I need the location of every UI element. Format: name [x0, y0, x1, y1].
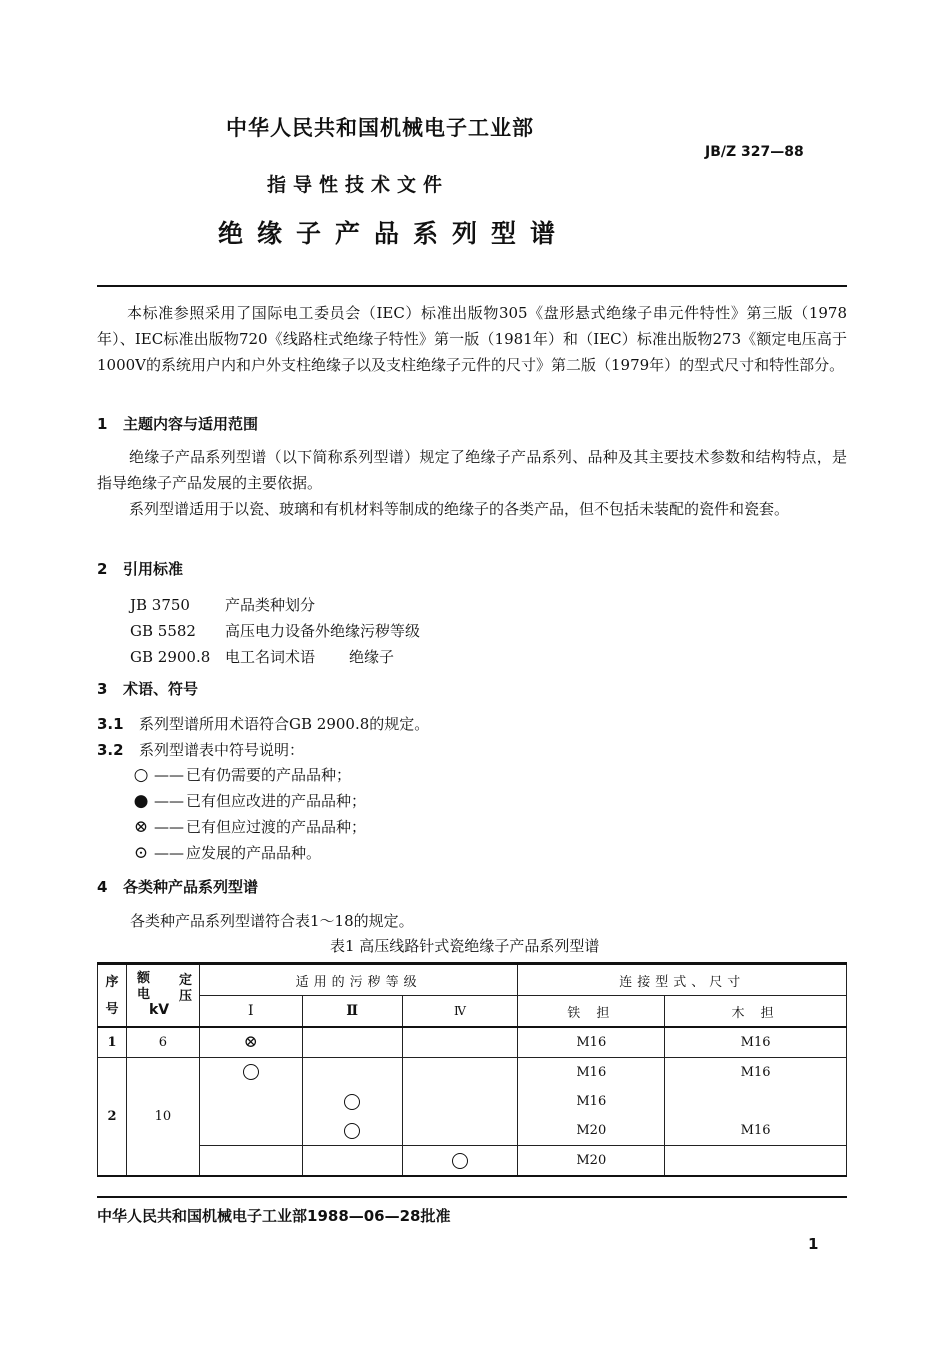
clause-number: 3.1	[97, 715, 124, 733]
open-circle-icon	[452, 1153, 468, 1169]
clause-text: 系列型谱所用术语符合GB 2900.8的规定。	[139, 715, 430, 733]
header-iron-arm: 铁 担	[518, 996, 665, 1028]
header-rated-char: 压	[178, 989, 192, 1004]
header-grade-2: Ⅱ	[302, 996, 402, 1028]
cell-iron: M20	[518, 1146, 665, 1177]
symbol-description: 已有仍需要的产品品种；	[186, 766, 352, 784]
cell-iron: M16	[518, 1058, 665, 1088]
approval-line: 中华人民共和国机械电子工业部1988—06—28批准	[97, 1207, 451, 1225]
section-3-heading	[97, 678, 198, 699]
cell-iron: M16	[518, 1027, 665, 1058]
section-number: 3	[97, 680, 108, 698]
cell-grade-2	[302, 1116, 402, 1146]
doc-code: JB/Z 327—88	[705, 144, 804, 160]
table-header-row	[98, 964, 847, 996]
section-number: 1	[97, 415, 108, 433]
cell-empty	[665, 1146, 847, 1177]
reference-name: 高压电力设备外绝缘污秽等级	[225, 622, 421, 640]
section-number: 2	[97, 560, 108, 578]
symbol-dash: ——	[154, 765, 184, 784]
section-1-paragraph-2: 系列型谱适用于以瓷、玻璃和有机材料等制成的绝缘子的各类产品，但不包括未装配的瓷件和瓷套。	[129, 500, 790, 518]
clause-text: 系列型谱表中符号说明：	[139, 741, 305, 759]
section-4-paragraph: 各类种产品系列型谱符合表1～18的规定。	[130, 912, 414, 930]
symbol-dash: ——	[154, 843, 184, 862]
crossed-circle-icon: ⊗	[133, 816, 149, 837]
header-grade-1: I	[199, 996, 302, 1028]
cell-empty	[302, 1058, 402, 1088]
filled-circle-icon: ●	[133, 790, 149, 811]
cell-iron: M20	[518, 1116, 665, 1146]
cell-iron: M16	[518, 1087, 665, 1116]
reference-row	[130, 646, 394, 667]
reference-extra: 绝缘子	[349, 648, 395, 666]
table-row	[98, 1146, 847, 1177]
symbol-description: 已有但应改进的产品品种；	[186, 792, 367, 810]
header-seq-bottom: 号	[105, 1001, 119, 1017]
section-title: 术语、符号	[123, 680, 199, 698]
cell-empty	[402, 1027, 518, 1058]
open-circle-icon	[344, 1123, 360, 1139]
section-title: 各类种产品系列型谱	[123, 878, 259, 896]
cell-wood: M16	[665, 1027, 847, 1058]
symbol-dash: ——	[154, 791, 184, 810]
dotted-circle-icon: ⊙	[133, 842, 149, 863]
header-rated-unit: kV	[148, 1002, 170, 1018]
cell-seq: 2	[98, 1058, 127, 1177]
cell-empty	[665, 1087, 847, 1116]
header-rated-char: 定	[178, 973, 192, 988]
header-connection: 连接型式、尺寸	[518, 964, 847, 996]
reference-name: 电工名词术语	[225, 648, 316, 666]
header-rated-voltage	[126, 964, 199, 1028]
open-circle-icon: ○	[133, 764, 149, 785]
doc-type: 指导性技术文件	[267, 174, 450, 196]
cell-kv: 10	[126, 1058, 199, 1177]
table-caption: 表1 高压线路针式瓷绝缘子产品系列型谱	[330, 937, 600, 955]
cell-empty	[302, 1027, 402, 1058]
symbol-description: 已有但应过渡的产品品种；	[186, 818, 367, 836]
header-pollution-grade: 适用的污秽等级	[199, 964, 518, 996]
cell-kv: 6	[126, 1027, 199, 1058]
header-wood-arm: 木 担	[665, 996, 847, 1028]
symbol-description: 应发展的产品品种。	[186, 844, 322, 862]
cell-wood: M16	[665, 1058, 847, 1088]
table-1	[97, 962, 847, 1177]
section-1-paragraph-1: 绝缘子产品系列型谱（以下简称系列型谱）规定了绝缘子产品系列、品种及其主要技术参数和结构特点，是指导绝缘子产品发展的主要依据。	[97, 448, 847, 492]
reference-code: GB 2900.8	[130, 648, 211, 666]
header-grade-4: Ⅳ	[402, 996, 518, 1028]
section-1-heading	[97, 413, 258, 434]
symbol-dash: ——	[154, 817, 184, 836]
table-subheader-row	[98, 996, 847, 1028]
clause-3-1	[97, 713, 429, 734]
reference-row	[130, 620, 420, 641]
table-row	[98, 1027, 847, 1058]
section-number: 4	[97, 878, 108, 896]
cell-grade-4	[402, 1146, 518, 1177]
reference-row	[130, 594, 315, 615]
doc-title: 绝缘子产品系列型谱	[218, 219, 570, 248]
clause-3-2	[97, 739, 304, 760]
cell-grade-2	[302, 1087, 402, 1116]
crossed-circle-icon: ⊗	[199, 1027, 302, 1058]
page-number: 1	[808, 1235, 819, 1253]
section-title: 引用标准	[123, 560, 184, 578]
open-circle-icon	[344, 1094, 360, 1110]
footer-rule	[97, 1196, 847, 1198]
cell-grade-1	[199, 1058, 302, 1146]
header-seq	[98, 964, 127, 1028]
table-row	[98, 1058, 847, 1088]
issuing-org: 中华人民共和国机械电子工业部	[226, 116, 534, 140]
reference-name: 产品类种划分	[225, 596, 316, 614]
cell-empty	[302, 1146, 402, 1177]
cell-empty	[199, 1146, 302, 1177]
header-rated-char: 电	[136, 987, 150, 1002]
header-rated-char: 额	[136, 971, 150, 986]
cell-wood: M16	[665, 1116, 847, 1146]
reference-code: JB 3750	[130, 596, 190, 614]
section-title: 主题内容与适用范围	[123, 415, 259, 433]
symbol-legend-row	[130, 816, 366, 837]
cell-empty	[402, 1058, 518, 1146]
open-circle-icon	[243, 1064, 259, 1080]
section-4-heading	[97, 876, 258, 897]
intro-paragraph: 本标准参照采用了国际电工委员会（IEC）标准出版物305《盘形悬式绝缘子串元件特性》第三版（1978年）、IEC标准出版物720《线路柱式绝缘子特性》第一版（1981年）和（IEC）标准出版物273《额定电压高于1000V的系统用户内和户外支柱绝缘子以及支柱绝缘子元件的尺寸》第二版（1979年）的型式尺寸和特性部分。	[97, 304, 847, 374]
symbol-legend-row	[130, 842, 321, 863]
header-rule	[97, 285, 847, 287]
clause-number: 3.2	[97, 741, 124, 759]
cell-seq: 1	[98, 1027, 127, 1058]
reference-code: GB 5582	[130, 622, 196, 640]
header-seq-top: 序	[105, 974, 119, 990]
symbol-legend-row	[130, 764, 351, 785]
section-2-heading	[97, 558, 183, 579]
symbol-legend-row	[130, 790, 366, 811]
